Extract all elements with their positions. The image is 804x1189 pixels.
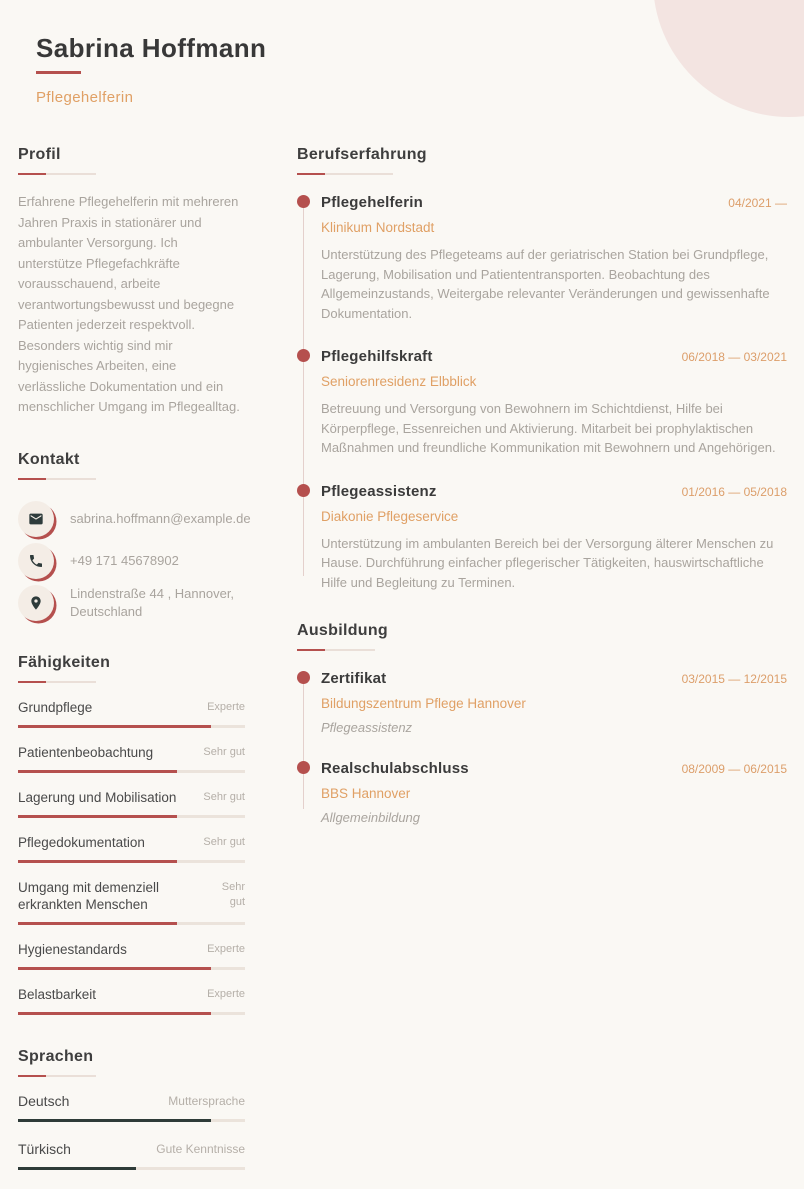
- experience-period: 01/2016 — 05/2018: [681, 484, 787, 499]
- experience-title: Pflegehilfskraft: [321, 348, 433, 365]
- experience-period: 06/2018 — 03/2021: [681, 350, 787, 364]
- education-entry: [321, 760, 787, 825]
- experience-company: Klinikum Nordstadt: [321, 220, 435, 235]
- name-underline: [36, 71, 81, 74]
- skill-name: Lagerung und Mobilisation: [18, 789, 177, 805]
- language-item: [18, 1093, 245, 1122]
- section-underline: [18, 681, 96, 683]
- language-bar-fill: [18, 1119, 211, 1122]
- resume-body: [0, 146, 804, 1189]
- education-entry: [321, 670, 787, 735]
- job-title: Pflegehelferin: [36, 89, 134, 106]
- experience-entry: [321, 348, 787, 458]
- language-name: Türkisch: [18, 1140, 71, 1157]
- contact-section: [18, 450, 251, 621]
- experience-section: [297, 146, 787, 592]
- contact-email-value: sabrina.hoffmann@example.de: [70, 510, 251, 526]
- profile-text: Erfahrene Pflegehelferin mit mehreren Jahren Praxis in stationärer und ambulanter Versorgung. Ich unterstütze Pflegefachkräfte vorausschauend, arbeite verantwortungsbewusst und begegne Patienten jederzeit respektvoll. Besonders wichtig sind mir hygienisches Arbeiten, eine verlässliche Dokumentation und ein menschlicher Umgang im Pflegealltag.: [18, 194, 240, 414]
- experience-entry: [321, 194, 787, 323]
- skill-item: [18, 986, 245, 1015]
- skill-item: [18, 879, 245, 925]
- timeline-dot: [297, 484, 310, 497]
- language-level: Muttersprache: [168, 1093, 245, 1108]
- section-underline: [18, 173, 96, 175]
- main-column: [297, 146, 787, 1189]
- education-field: Allgemeinbildung: [321, 810, 421, 825]
- contact-item-email: [18, 501, 251, 537]
- section-underline: [297, 173, 393, 175]
- experience-company: Diakonie Pflegeservice: [321, 508, 459, 524]
- education-school: Bildungszentrum Pflege Hannover: [321, 696, 526, 711]
- skill-bar-track: [18, 922, 245, 925]
- contact-item-phone: [18, 543, 245, 579]
- skill-bar-fill: [18, 922, 177, 925]
- skill-bar-track: [18, 770, 245, 773]
- skills-heading: Fähigkeiten: [18, 653, 111, 671]
- skill-bar-fill: [18, 815, 177, 818]
- skill-level: Sehr gut: [203, 745, 245, 758]
- experience-timeline: [297, 194, 787, 592]
- experience-title: Pflegehelferin: [321, 194, 423, 211]
- experience-title: Pflegeassistenz: [321, 482, 437, 500]
- contact-list: [18, 501, 251, 621]
- language-level: Gute Kenntnisse: [156, 1141, 245, 1156]
- person-name: Sabrina Hoffmann: [36, 33, 267, 63]
- contact-item-address: [18, 585, 245, 621]
- skill-item: [18, 789, 245, 818]
- skill-bar-fill: [18, 860, 177, 863]
- sidebar: [18, 146, 251, 1189]
- skill-name: Pflegedokumentation: [18, 834, 145, 850]
- experience-description: Unterstützung im ambulanten Bereich bei der Versorgung älterer Menschen zu Hause. Durchführung einfacher pflegerischer Tätigkeiten, hauswirtschaftliche Hilfe und Begleitung zu Terminen.: [321, 535, 774, 590]
- skill-level: Sehr gut: [221, 880, 245, 908]
- skill-level: Experte: [207, 942, 245, 955]
- skill-item: [18, 744, 245, 773]
- education-title: Realschulabschluss: [321, 760, 469, 777]
- phone-icon: [18, 543, 54, 579]
- education-title: Zertifikat: [321, 670, 387, 687]
- language-bar-track: [18, 1119, 245, 1122]
- skill-bar-fill: [18, 967, 211, 970]
- location-icon: [18, 585, 54, 621]
- skill-bar-track: [18, 815, 245, 818]
- section-underline: [18, 478, 96, 480]
- resume-header: [0, 0, 804, 106]
- skill-bar-track: [18, 1012, 245, 1015]
- skill-name: Patientenbeobachtung: [18, 744, 154, 760]
- education-section: [297, 622, 787, 825]
- section-underline: [297, 649, 375, 651]
- skill-item: [18, 941, 245, 970]
- education-period: 03/2015 — 12/2015: [681, 672, 787, 686]
- skill-item: [18, 834, 245, 863]
- experience-heading: Berufserfahrung: [297, 146, 427, 163]
- skill-level: Experte: [207, 987, 245, 1000]
- contact-phone-value: +49 171 45678902: [70, 552, 179, 568]
- email-icon: [18, 501, 54, 537]
- skill-bar-fill: [18, 725, 211, 728]
- timeline-dot: [297, 195, 310, 208]
- skill-bar-track: [18, 860, 245, 863]
- skill-bar-track: [18, 967, 245, 970]
- education-period: 08/2009 — 06/2015: [681, 762, 787, 776]
- profile-heading: Profil: [18, 146, 61, 163]
- language-bar-fill: [18, 1167, 136, 1170]
- profile-section: [18, 146, 245, 418]
- language-bar-track: [18, 1167, 245, 1170]
- experience-description: Unterstützung des Pflegeteams auf der geriatrischen Station bei Grundpflege, Lagerung, Mobilisation und Patiententransporten. Beobachtung des Allgemeinzustands, Weitergabe relevanter Veränderungen und gewissenhafte Dokumentation.: [321, 247, 770, 321]
- skill-item: [18, 699, 245, 728]
- contact-heading: Kontakt: [18, 450, 80, 468]
- languages-list: [18, 1093, 245, 1170]
- experience-period: 04/2021 —: [728, 196, 787, 210]
- language-item: [18, 1141, 245, 1170]
- timeline-dot: [297, 671, 310, 684]
- education-timeline: [297, 670, 787, 825]
- skill-name: Belastbarkeit: [18, 986, 97, 1002]
- education-school: BBS Hannover: [321, 786, 411, 801]
- language-name: Deutsch: [18, 1092, 70, 1109]
- timeline-dot: [297, 349, 310, 362]
- skill-level: Experte: [207, 700, 245, 713]
- education-field: Pflegeassistenz: [321, 720, 413, 735]
- skill-name: Hygienestandards: [18, 941, 127, 957]
- skill-bar-track: [18, 725, 245, 728]
- experience-company: Seniorenresidenz Elbblick: [321, 374, 477, 389]
- experience-description: Betreuung und Versorgung von Bewohnern im Schichtdienst, Hilfe bei Körperpflege, Essenreichen und Aktivierung. Mitarbeit bei prophylaktischen Maßnahmen und freundliche Kommunikation mit Bewohnern und Angehörigen.: [321, 401, 776, 455]
- skills-section: [18, 654, 245, 1015]
- contact-address-value: Lindenstraße 44 , Hannover, Deutschland: [70, 585, 235, 619]
- skill-bar-fill: [18, 770, 177, 773]
- experience-entry: [321, 483, 787, 593]
- skills-list: [18, 699, 245, 1015]
- skill-level: Sehr gut: [203, 835, 245, 848]
- skill-level: Sehr gut: [203, 790, 245, 803]
- skill-name: Grundpflege: [18, 699, 93, 715]
- timeline-dot: [297, 761, 310, 774]
- skill-name: Umgang mit demenziell erkrankten Menschen: [18, 879, 160, 912]
- section-underline: [18, 1075, 96, 1077]
- education-heading: Ausbildung: [297, 622, 388, 639]
- languages-section: [18, 1048, 245, 1170]
- skill-bar-fill: [18, 1012, 211, 1015]
- languages-heading: Sprachen: [18, 1047, 94, 1065]
